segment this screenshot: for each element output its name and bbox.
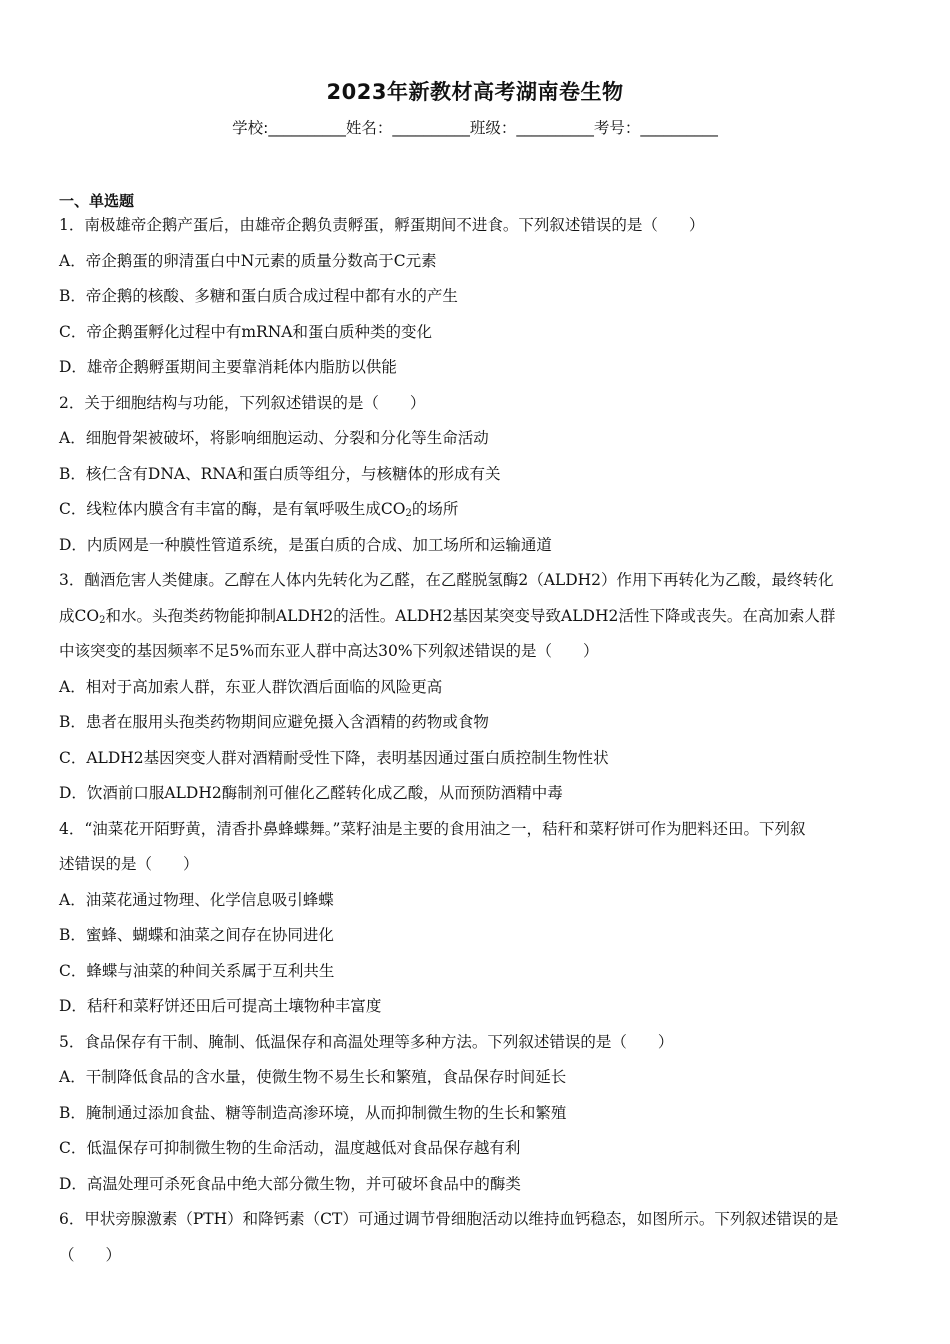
question-2-option-c-tail: 的场所 <box>411 500 459 518</box>
question-3-option-b: B．患者在服用头孢类药物期间应避免摄入含酒精的药物或食物 <box>59 713 489 731</box>
question-4-option-a: A．油菜花通过物理、化学信息吸引蜂蝶 <box>59 890 334 909</box>
question-5-option-c: C．低温保存可抑制微生物的生命活动，温度越低对食品保存越有利 <box>59 1139 521 1157</box>
question-4-option-b: B．蜜蜂、蝴蝶和油菜之间存在协同进化 <box>59 926 334 944</box>
section-title: 一、单选题 <box>59 192 135 210</box>
question-1-option-d: D．雄帝企鹅孵蛋期间主要靠消耗体内脂肪以供能 <box>59 358 397 376</box>
question-3-stem-line-2 <box>59 601 897 637</box>
question-3-stem-line-1: 3．酗酒危害人类健康。乙醇在人体内先转化为乙醛，在乙醛脱氢酶2（ALDH2）作用下再转化为乙酸，最终转化 <box>59 571 834 589</box>
question-list <box>59 210 897 1275</box>
question-5-option-b: B．腌制通过添加食盐、糖等制造高渗环境，从而抑制微生物的生长和繁殖 <box>59 1103 567 1122</box>
question-1-stem: 1．南极雄帝企鹅产蛋后，由雄帝企鹅负责孵蛋，孵蛋期间不进食。下列叙述错误的是（ ） <box>59 216 705 234</box>
question-3-stem-line-3: 中该突变的基因频率不足5%而东亚人群中高达30%下列叙述错误的是（ ） <box>59 642 599 660</box>
question-2-option-c <box>59 494 897 530</box>
student-info-line: 学校:__________姓名：__________班级：__________考号：__________ <box>232 119 718 137</box>
subscript: 2 <box>405 508 412 519</box>
question-6-stem-line-1: 6．甲状旁腺激素（PTH）和降钙素（CT）可通过调节骨细胞活动以维持血钙稳态，如图所示。下列叙述错误的是 <box>59 1210 839 1228</box>
question-4-option-c: C．蜂蝶与油菜的种间关系属于互利共生 <box>59 961 335 980</box>
question-5-option-d: D．高温处理可杀死食品中绝大部分微生物，并可破坏食品中的酶类 <box>59 1174 521 1193</box>
subscript: 2 <box>99 614 106 626</box>
question-6-stem-line-2: （ ） <box>59 1245 122 1264</box>
question-3-stem-line-2-tail: 和水。头孢类药物能抑制ALDH2的活性。ALDH2基因某突变导致ALDH2活性下降或丧失。在高加索人群 <box>105 606 836 625</box>
question-4-stem-line-1: 4．“油菜花开陌野黄，清香扑鼻蜂蝶舞。”菜籽油是主要的食用油之一，秸秆和菜籽饼可作为肥料还田。下列叙 <box>59 819 806 838</box>
question-1-option-b: B．帝企鹅的核酸、多糖和蛋白质合成过程中都有水的产生 <box>59 287 458 305</box>
question-1-option-c: C．帝企鹅蛋孵化过程中有mRNA和蛋白质种类的变化 <box>59 322 432 341</box>
question-4-option-d: D．秸秆和菜籽饼还田后可提高土壤物种丰富度 <box>59 997 382 1015</box>
question-2-option-c-text: C．线粒体内膜含有丰富的酶，是有氧呼吸生成CO <box>59 500 406 518</box>
question-3-option-a: A．相对于高加索人群，东亚人群饮酒后面临的风险更高 <box>59 677 443 696</box>
page-title: 2023年新教材高考湖南卷生物 <box>326 80 624 104</box>
question-5-option-a: A．干制降低食品的含水量，使微生物不易生长和繁殖，食品保存时间延长 <box>59 1068 567 1086</box>
question-1-option-a: A．帝企鹅蛋的卵清蛋白中N元素的质量分数高于C元素 <box>59 251 437 270</box>
question-2-stem: 2．关于细胞结构与功能，下列叙述错误的是（ ） <box>59 393 426 412</box>
question-5-stem: 5．食品保存有干制、腌制、低温保存和高温处理等多种方法。下列叙述错误的是（ ） <box>59 1032 674 1051</box>
question-2-option-a: A．细胞骨架被破坏，将影响细胞运动、分裂和分化等生命活动 <box>59 429 489 447</box>
question-3-stem-line-2-text: 成CO <box>59 606 100 625</box>
question-3-option-d: D．饮酒前口服ALDH2酶制剂可催化乙醛转化成乙酸，从而预防酒精中毒 <box>59 784 563 802</box>
question-2-option-d: D．内质网是一种膜性管道系统，是蛋白质的合成、加工场所和运输通道 <box>59 535 552 554</box>
question-4-stem-line-2: 述错误的是（ ） <box>59 855 199 873</box>
question-3-option-c: C．ALDH2基因突变人群对酒精耐受性下降，表明基因通过蛋白质控制生物性状 <box>59 748 609 767</box>
question-2-option-b: B．核仁含有DNA、RNA和蛋白质等组分，与核糖体的形成有关 <box>59 464 501 483</box>
